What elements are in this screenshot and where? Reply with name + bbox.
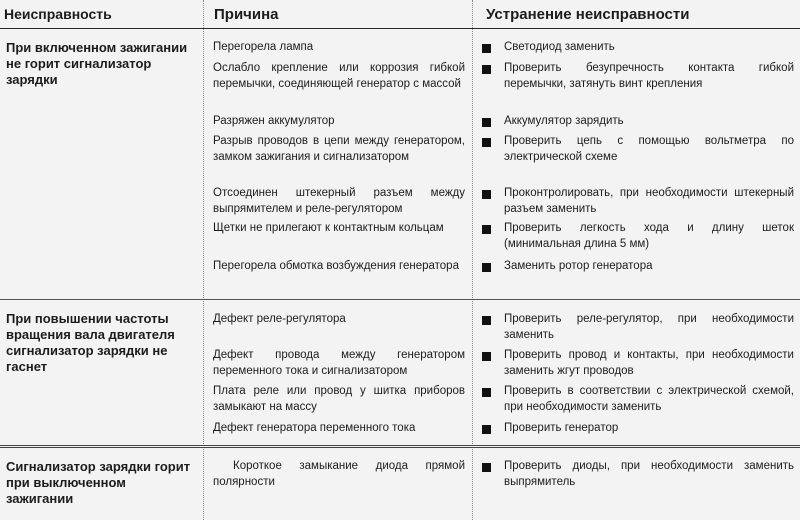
remedy-text: Проверить безупречность контакта гибкой перемычки, затянуть винт крепления xyxy=(504,62,794,90)
cause-text: Дефект генератора переменного тока xyxy=(213,422,416,434)
bullet-icon xyxy=(482,425,491,434)
cause-text: Перегорела обмотка возбуждения генератора xyxy=(213,260,459,272)
cause-text: Короткое замыкание диода прямой полярности xyxy=(213,460,465,488)
fault-description: Сигнализатор зарядки горит при выключенном зажигании xyxy=(6,459,191,506)
remedy-text: Аккумулятор зарядить xyxy=(504,115,624,127)
cause-text: Разряжен аккумулятор xyxy=(213,115,335,127)
bullet-icon xyxy=(482,190,491,199)
cause-text: Дефект реле-регулятора xyxy=(213,313,346,325)
cause-text: Дефект провода между генератором переменного тока и сигнализатором xyxy=(213,349,465,377)
bullet-icon xyxy=(482,388,491,397)
remedy-text: Проверить цепь с помощью вольтметра по электрической схеме xyxy=(504,135,794,163)
cause-text: Плата реле или провод у шитка приборов замыкают на массу xyxy=(213,385,465,413)
cause-text: Разрыв проводов в цепи между генератором, замком зажигания и сигнализатором xyxy=(213,135,465,163)
group-separator xyxy=(0,445,800,448)
fault-description: При включенном зажигании не горит сигнализатор зарядки xyxy=(6,40,188,87)
remedy-text: Светодиод заменить xyxy=(504,41,615,53)
bullet-icon xyxy=(482,463,491,472)
fault-description: При повышении частоты вращения вала двигателя сигнализатор зарядки не гаснет xyxy=(6,311,175,374)
remedy-text: Проверить в соответствии с электрической схемой, при необходимости заменить xyxy=(504,385,794,413)
column-divider xyxy=(203,0,204,520)
cause-text: Ослабло крепление или коррозия гибкой перемычки, соединяющей генератор с массой xyxy=(213,62,465,90)
header-fault: Неисправность xyxy=(4,6,112,22)
bullet-icon xyxy=(482,263,491,272)
remedy-text: Проверить генератор xyxy=(504,422,619,434)
group-separator xyxy=(0,299,800,300)
cause-text: Перегорела лампа xyxy=(213,41,314,53)
header-remedy: Устранение неисправности xyxy=(486,6,690,23)
remedy-text: Проконтролировать, при необходимости штекерный разъем заменить xyxy=(504,187,794,215)
remedy-text: Заменить ротор генератора xyxy=(504,260,653,272)
bullet-icon xyxy=(482,316,491,325)
table-header xyxy=(0,0,800,29)
bullet-icon xyxy=(482,44,491,53)
column-divider xyxy=(472,0,473,520)
bullet-icon xyxy=(482,352,491,361)
remedy-text: Проверить реле-регулятор, при необходимости заменить xyxy=(504,313,794,341)
remedy-text: Проверить провод и контакты, при необходимости заменить жгут проводов xyxy=(504,349,794,377)
header-cause: Причина xyxy=(214,6,279,23)
bullet-icon xyxy=(482,138,491,147)
remedy-text: Проверить диоды, при необходимости заменить выпрямитель xyxy=(504,460,794,488)
bullet-icon xyxy=(482,225,491,234)
bullet-icon xyxy=(482,118,491,127)
remedy-text: Проверить легкость хода и длину шеток (минимальная длина 5 мм) xyxy=(504,222,794,250)
cause-text: Отсоединен штекерный разъем между выпрямителем и реле-регулятором xyxy=(213,187,465,215)
bullet-icon xyxy=(482,65,491,74)
cause-text: Щетки не прилегают к контактным кольцам xyxy=(213,222,444,234)
